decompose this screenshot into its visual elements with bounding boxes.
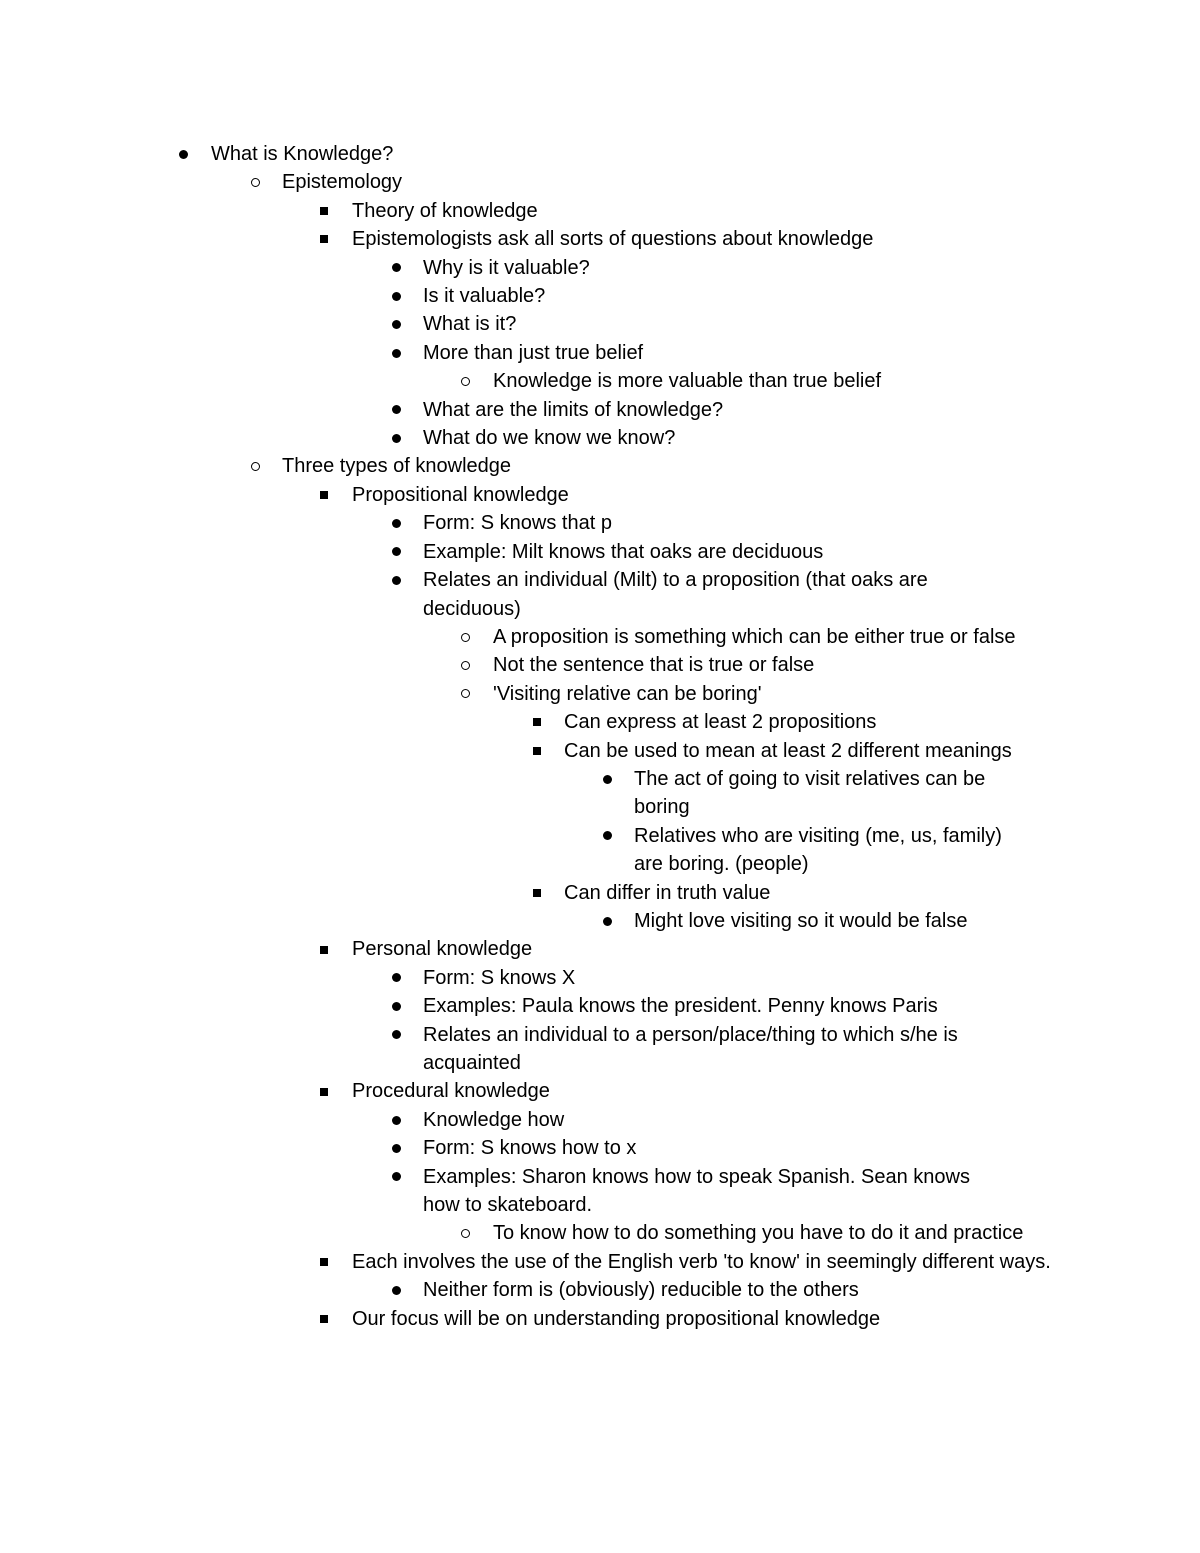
- bullet-square-icon: [314, 225, 334, 253]
- outline-item-text: Each involves the use of the English verb 'to know' in seemingly different ways.: [352, 1250, 1051, 1273]
- outline-item-text: The act of going to visit relatives can be boring: [634, 767, 986, 819]
- bullet-circle-icon: [455, 651, 475, 679]
- outline-item-text: Form: S knows how to x: [423, 1137, 637, 1160]
- bullet-disc-icon: [386, 1163, 406, 1191]
- outline-item-text: Knowledge is more valuable than true belief: [493, 370, 882, 393]
- bullet-square-icon: [314, 481, 334, 509]
- outline-item-text: More than just true belief: [423, 341, 644, 364]
- bullet-square-icon: [314, 935, 334, 963]
- outline-item-level-4: [0, 1106, 1200, 1134]
- outline-item-text: What is Knowledge?: [211, 143, 394, 165]
- outline-item-level-3: [0, 1248, 1200, 1276]
- outline-item-level-5: [0, 680, 1200, 708]
- bullet-disc-icon: [386, 339, 406, 367]
- bullet-disc-icon: [386, 1276, 406, 1304]
- outline-item-text: Can differ in truth value: [564, 881, 771, 904]
- outline-item-text: Propositional knowledge: [352, 483, 569, 506]
- outline-item-text: Form: S knows X: [423, 966, 576, 989]
- outline-item-level-4: [0, 566, 1200, 623]
- outline-item-text: Epistemology: [282, 171, 403, 194]
- bullet-disc-icon: [386, 509, 406, 537]
- outline-item-level-4: [0, 992, 1200, 1020]
- outline-item-level-4: [0, 1163, 1200, 1220]
- outline-item-text: Three types of knowledge: [282, 455, 512, 478]
- outline-item-text: Knowledge how: [423, 1108, 565, 1131]
- bullet-disc-icon: [386, 396, 406, 424]
- outline-item-text: Theory of knowledge: [352, 199, 538, 222]
- bullet-disc-icon: [386, 964, 406, 992]
- outline-item-text: Relates an individual to a person/place/thing to which s/he is acquainted: [423, 1023, 958, 1074]
- outline-item-level-4: [0, 1276, 1200, 1304]
- bullet-square-icon: [314, 1077, 334, 1105]
- outline-item-level-1: [0, 140, 1200, 168]
- outline-item-text: Examples: Paula knows the president. Penny knows Paris: [423, 995, 938, 1018]
- outline-item-level-4: [0, 424, 1200, 452]
- bullet-circle-icon: [245, 452, 265, 480]
- bullet-disc-icon: [386, 282, 406, 310]
- bullet-disc-icon: [386, 254, 406, 282]
- outline-item-level-7: [0, 822, 1200, 879]
- outline-item-level-3: [0, 935, 1200, 963]
- bullet-circle-icon: [455, 680, 475, 708]
- outline-item-level-3: [0, 1305, 1200, 1333]
- outline-item-level-6: [0, 737, 1200, 765]
- outline-item-text: Epistemologists ask all sorts of questions about knowledge: [352, 228, 874, 251]
- bullet-square-icon: [314, 197, 334, 225]
- bullet-disc-icon: [386, 1134, 406, 1162]
- bullet-square-icon: [527, 708, 547, 736]
- outline-item-level-6: [0, 879, 1200, 907]
- bullet-circle-icon: [455, 623, 475, 651]
- outline-item-text: Can be used to mean at least 2 different meanings: [564, 739, 1012, 762]
- bullet-disc-icon: [386, 566, 406, 594]
- bullet-disc-icon: [386, 1106, 406, 1134]
- outline-item-text: Examples: Sharon knows how to speak Spanish. Sean knows how to skateboard.: [423, 1165, 970, 1217]
- outline-item-level-2: [0, 452, 1200, 480]
- outline-item-text: To know how to do something you have to do it and practice: [493, 1222, 1024, 1245]
- outline-item-level-7: [0, 765, 1200, 822]
- outline-item-text: What are the limits of knowledge?: [423, 398, 724, 421]
- outline-item-text: Our focus will be on understanding propositional knowledge: [352, 1307, 881, 1330]
- outline-item-text: Form: S knows that p: [423, 512, 612, 535]
- outline-item-level-5: [0, 651, 1200, 679]
- bullet-disc-icon: [386, 310, 406, 338]
- bullet-disc-icon: [597, 765, 617, 793]
- bullet-disc-icon: [597, 822, 617, 850]
- outline-item-level-3: [0, 197, 1200, 225]
- outline-item-level-4: [0, 538, 1200, 566]
- outline-item-level-7: [0, 907, 1200, 935]
- outline-item-text: Can express at least 2 propositions: [564, 711, 877, 734]
- outline-item-level-3: [0, 1077, 1200, 1105]
- outline-item-text: Not the sentence that is true or false: [493, 654, 815, 677]
- outline-item-level-4: [0, 1021, 1200, 1078]
- outline-item-level-5: [0, 623, 1200, 651]
- outline-item-text: Relates an individual (Milt) to a proposition (that oaks are deciduous): [423, 569, 928, 620]
- outline-item-level-4: [0, 310, 1200, 338]
- outline-item-text: 'Visiting relative can be boring': [493, 682, 762, 705]
- outline-item-level-6: [0, 708, 1200, 736]
- outline-item-text: Example: Milt knows that oaks are deciduous: [423, 540, 824, 563]
- outline-item-level-5: [0, 1219, 1200, 1247]
- bullet-disc-icon: [597, 907, 617, 935]
- outline-item-text: A proposition is something which can be either true or false: [493, 625, 1016, 648]
- bullet-disc-icon: [386, 424, 406, 452]
- bullet-disc-icon: [386, 538, 406, 566]
- bullet-disc-icon: [386, 1021, 406, 1049]
- outline-item-level-4: [0, 509, 1200, 537]
- bullet-square-icon: [314, 1248, 334, 1276]
- outline-item-level-4: [0, 1134, 1200, 1162]
- outline-item-text: Personal knowledge: [352, 938, 533, 961]
- outline-item-text: Why is it valuable?: [423, 256, 590, 279]
- outline-item-level-5: [0, 367, 1200, 395]
- bullet-circle-icon: [455, 1219, 475, 1247]
- bullet-disc-icon: [386, 992, 406, 1020]
- outline-item-text: Procedural knowledge: [352, 1080, 550, 1103]
- outline-item-level-4: [0, 964, 1200, 992]
- outline-item-text: What do we know we know?: [423, 427, 676, 450]
- outline-item-level-3: [0, 225, 1200, 253]
- bullet-square-icon: [527, 737, 547, 765]
- outline-item-text: What is it?: [423, 313, 517, 336]
- bullet-circle-icon: [245, 168, 265, 196]
- bullet-square-icon: [527, 879, 547, 907]
- outline-item-level-2: [0, 168, 1200, 196]
- bullet-disc-icon: [173, 140, 193, 168]
- outline-item-text: Relatives who are visiting (me, us, family) are boring. (people): [634, 824, 1002, 876]
- outline-item-text: Is it valuable?: [423, 285, 546, 308]
- outline-item-level-4: [0, 396, 1200, 424]
- outline-item-text: Might love visiting so it would be false: [634, 909, 968, 932]
- bullet-square-icon: [314, 1305, 334, 1333]
- outline-item-level-3: [0, 481, 1200, 509]
- outline-document: [0, 140, 1200, 1333]
- outline-item-level-4: [0, 282, 1200, 310]
- outline-item-level-4: [0, 254, 1200, 282]
- bullet-circle-icon: [455, 367, 475, 395]
- outline-item-text: Neither form is (obviously) reducible to the others: [423, 1279, 859, 1302]
- outline-item-level-4: [0, 339, 1200, 367]
